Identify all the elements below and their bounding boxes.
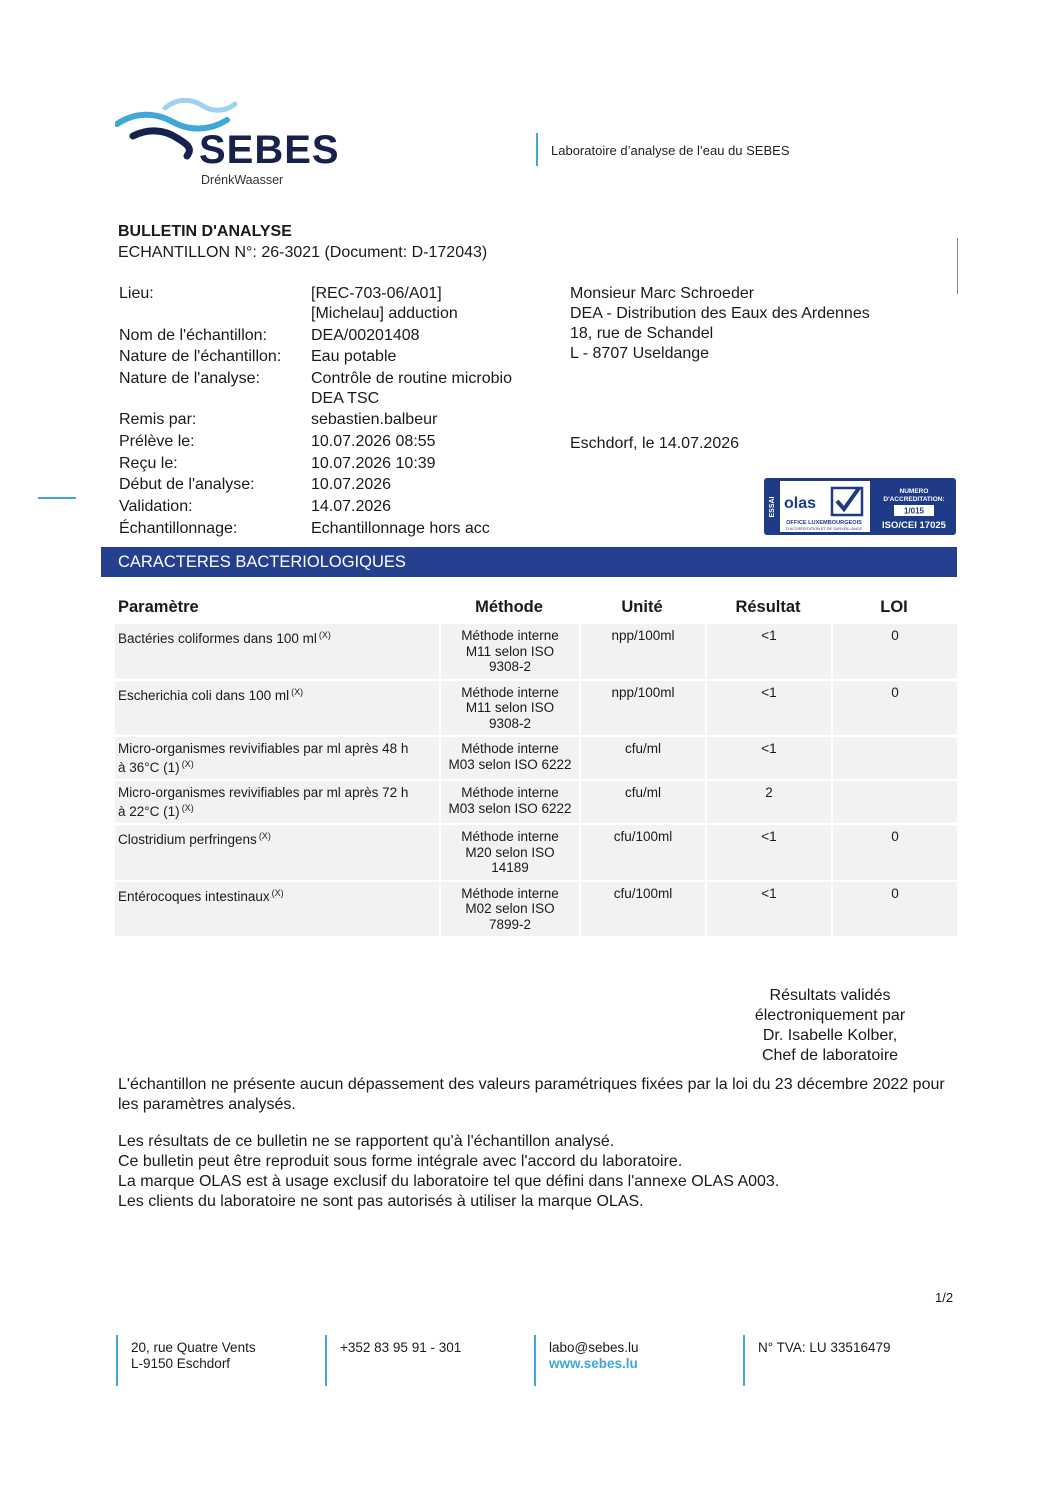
cell-unit: cfu/ml	[579, 779, 705, 823]
badge-org-line2: D'ACCRÉDITATION ET DE SURVEILLANCE	[786, 527, 862, 531]
cell-parameter: Escherichia coli dans 100 ml $^{(X)}$	[115, 679, 439, 736]
sample-number: ECHANTILLON N°: 26-3021 (Document: D-172043)	[118, 244, 488, 261]
brand-name: SEBES	[199, 128, 340, 172]
recipient-name: Monsieur Marc Schroeder	[570, 285, 755, 302]
footer-website-link[interactable]: www.sebes.lu	[549, 1356, 638, 1371]
info-value: 10.07.2026 10:39	[311, 455, 436, 472]
cell-unit: npp/100ml	[579, 622, 705, 679]
info-label: Nature de l'analyse:	[119, 370, 260, 387]
table-row	[115, 779, 957, 823]
cell-result: <1	[705, 823, 831, 880]
olas-accreditation-badge	[764, 478, 956, 535]
cell-result: 2	[705, 779, 831, 823]
cell-loi: 0	[831, 622, 957, 679]
note-line: La marque OLAS est à usage exclusif du laboratoire tel que défini dans l'annexe OLAS A003.	[118, 1173, 780, 1190]
badge-numero-label: NUMERO	[899, 488, 929, 495]
recipient-street: 18, rue de Schandel	[570, 325, 714, 342]
info-value: 10.07.2026	[311, 476, 392, 493]
cell-unit: cfu/ml	[579, 735, 705, 779]
info-label: Lieu:	[119, 285, 154, 302]
info-value: Eau potable	[311, 348, 397, 365]
footer-divider	[116, 1335, 118, 1386]
info-label: Nature de l'échantillon:	[119, 348, 282, 365]
validation-signature	[744, 986, 916, 1066]
info-label: Reçu le:	[119, 455, 178, 472]
cell-result: <1	[705, 880, 831, 937]
margin-rule	[957, 238, 958, 294]
table-row	[115, 622, 957, 679]
info-label: Remis par:	[119, 411, 197, 428]
section-title: CARACTERES BACTERIOLOGIQUES	[118, 553, 406, 571]
column-header-loi: LOI	[880, 597, 908, 616]
info-label: Échantillonnage:	[119, 520, 238, 537]
note-line: Les clients du laboratoire ne sont pas autorisés à utiliser la marque OLAS.	[118, 1193, 644, 1210]
footer-vat: N° TVA: LU 33516479	[758, 1340, 891, 1355]
page-number: 1/2	[935, 1290, 954, 1305]
info-value: DEA/00201408	[311, 327, 420, 344]
recipient-address	[570, 284, 870, 364]
note-line: Les résultats de ce bulletin ne se rapportent qu'à l'échantillon analysé.	[118, 1133, 615, 1150]
place-date: Eschdorf, le 14.07.2026	[570, 435, 740, 452]
document-title: BULLETIN D'ANALYSE	[118, 223, 292, 240]
footer-phone: +352 83 95 91 - 301	[340, 1340, 462, 1355]
header-divider	[536, 133, 538, 166]
badge-olas: olas	[783, 495, 817, 512]
badge-essai: ESSAI	[769, 496, 776, 518]
column-header-parametre: Paramètre	[118, 597, 199, 616]
footer-address	[131, 1340, 256, 1372]
brand-tagline: DrénkWaasser	[201, 173, 284, 187]
info-value: Contrôle de routine microbio	[311, 370, 512, 387]
info-value: 10.07.2026 08:55	[311, 433, 436, 450]
footer-address-line: L-9150 Eschdorf	[131, 1356, 231, 1371]
results-table	[115, 592, 957, 936]
cell-method: Méthode interne M02 selon ISO 7899-2	[439, 880, 579, 937]
table-row	[115, 823, 957, 880]
cell-loi	[831, 779, 957, 823]
cell-result: <1	[705, 679, 831, 736]
info-value: sebastien.balbeur	[311, 411, 438, 428]
cell-loi	[831, 735, 957, 779]
badge-standard: ISO/CEI 17025	[882, 520, 946, 531]
lab-name: Laboratoire d’analyse de l’eau du SEBES	[551, 143, 790, 158]
cell-result: <1	[705, 622, 831, 679]
cell-method: Méthode interne M03 selon ISO 6222	[439, 779, 579, 823]
table-row	[115, 735, 957, 779]
footer-contact	[549, 1340, 639, 1372]
legal-notes	[118, 1132, 779, 1212]
footer-divider	[743, 1335, 745, 1386]
cell-method: Méthode interne M11 selon ISO 9308-2	[439, 622, 579, 679]
cell-loi: 0	[831, 823, 957, 880]
badge-org-line1: OFFICE LUXEMBOURGEOIS	[786, 520, 862, 526]
fold-mark	[38, 497, 76, 499]
info-label: Validation:	[119, 498, 193, 515]
info-value: DEA TSC	[311, 390, 380, 407]
validation-line: Dr. Isabelle Kolber,	[762, 1027, 898, 1044]
footer-divider	[325, 1335, 327, 1386]
cell-parameter: Bactéries coliformes dans 100 ml $^{(X)}$	[115, 622, 439, 679]
info-label: Prélève le:	[119, 433, 195, 450]
cell-method: Méthode interne M03 selon ISO 6222	[439, 735, 579, 779]
cell-unit: cfu/100ml	[579, 823, 705, 880]
cell-unit: cfu/100ml	[579, 880, 705, 937]
info-value: [Michelau] adduction	[311, 305, 458, 322]
info-value: 14.07.2026	[311, 498, 392, 515]
cell-method: Méthode interne M11 selon ISO 9308-2	[439, 679, 579, 736]
cell-loi: 0	[831, 880, 957, 937]
validation-line: Chef de laboratoire	[761, 1047, 899, 1064]
column-header-resultat: Résultat	[735, 597, 801, 616]
cell-parameter: Micro-organismes revivifiables par ml après 48 h à 36°C (1) $^{(X)}$	[115, 735, 439, 779]
table-header-row	[115, 592, 957, 622]
badge-number: 1/015	[903, 506, 925, 516]
recipient-city: L - 8707 Useldange	[570, 345, 710, 362]
table-row	[115, 679, 957, 736]
info-label: Début de l'analyse:	[119, 476, 255, 493]
cell-loi: 0	[831, 679, 957, 736]
column-header-methode: Méthode	[475, 597, 543, 616]
validation-line: électroniquement par	[754, 1007, 906, 1024]
cell-parameter: Clostridium perfringens $^{(X)}$	[115, 823, 439, 880]
note-line: Ce bulletin peut être reproduit sous forme intégrale avec l'accord du laboratoire.	[118, 1153, 683, 1170]
validation-line: Résultats validés	[769, 987, 891, 1004]
info-label: Nom de l'échantillon:	[119, 327, 268, 344]
column-header-unite: Unité	[621, 597, 663, 616]
cell-unit: npp/100ml	[579, 679, 705, 736]
cell-parameter: Entérocoques intestinaux $^{(X)}$	[115, 880, 439, 937]
table-row	[115, 880, 957, 937]
info-value: [REC-703-06/A01]	[311, 285, 442, 302]
recipient-company: DEA - Distribution des Eaux des Ardennes	[570, 305, 870, 322]
cell-result: <1	[705, 735, 831, 779]
footer-email[interactable]: labo@sebes.lu	[549, 1340, 639, 1355]
info-value: Echantillonnage hors acc	[311, 520, 490, 537]
badge-numero-label-2: D'ACCREDITATION:	[883, 496, 945, 503]
footer-divider	[534, 1335, 536, 1386]
cell-parameter: Micro-organismes revivifiables par ml après 72 h à 22°C (1) $^{(X)}$	[115, 779, 439, 823]
footer-address-line: 20, rue Quatre Vents	[131, 1340, 256, 1355]
cell-method: Méthode interne M20 selon ISO 14189	[439, 823, 579, 880]
conclusion-text: L'échantillon ne présente aucun dépassement des valeurs paramétriques fixées par la loi du 23 décembre 2022 pour les paramètres analysés.	[118, 1076, 945, 1113]
